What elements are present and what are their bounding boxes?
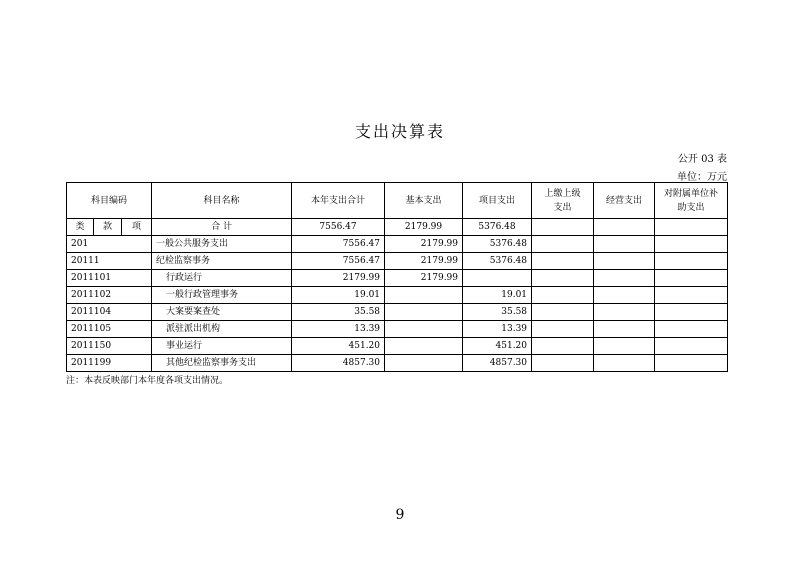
row-total: 13.39 (292, 321, 385, 338)
form-number: 公开 03 表 (677, 154, 727, 165)
header-name: 科目名称 (152, 183, 292, 219)
row-business (594, 236, 655, 253)
row-subsidy (655, 236, 728, 253)
total-label: 合 计 (152, 219, 292, 236)
row-code: 20111 (67, 253, 152, 270)
row-basic (385, 287, 463, 304)
row-code: 2011199 (67, 355, 152, 372)
total-basic: 2179.99 (385, 219, 463, 236)
subheader-kuan: 款 (94, 219, 122, 236)
row-upper (532, 338, 594, 355)
row-code: 2011104 (67, 304, 152, 321)
row-project: 5376.48 (463, 253, 532, 270)
header-project: 项目支出 (463, 183, 532, 219)
page-title: 支出决算表 (354, 122, 445, 141)
header-upper: 上缴上级支出 (532, 183, 594, 219)
row-total: 35.58 (292, 304, 385, 321)
row-code: 2011105 (67, 321, 152, 338)
table-header-row (67, 183, 728, 219)
header-basic: 基本支出 (385, 183, 463, 219)
row-total: 7556.47 (292, 236, 385, 253)
expenditure-table (66, 182, 728, 372)
row-business (594, 338, 655, 355)
row-basic: 2179.99 (385, 253, 463, 270)
row-name: 事业运行 (152, 338, 292, 355)
row-subsidy (655, 253, 728, 270)
total-upper (532, 219, 594, 236)
header-total: 本年支出合计 (292, 183, 385, 219)
row-subsidy (655, 321, 728, 338)
table-row (67, 270, 728, 287)
row-code: 2011102 (67, 287, 152, 304)
row-upper (532, 287, 594, 304)
row-total: 4857.30 (292, 355, 385, 372)
row-project (463, 270, 532, 287)
table-row (67, 304, 728, 321)
row-upper (532, 270, 594, 287)
row-project: 19.01 (463, 287, 532, 304)
total-total: 7556.47 (292, 219, 385, 236)
row-total: 7556.47 (292, 253, 385, 270)
total-subsidy (655, 219, 728, 236)
subheader-lei: 类 (67, 219, 94, 236)
subheader-xiang: 项 (122, 219, 152, 236)
row-project: 13.39 (463, 321, 532, 338)
row-name: 派驻派出机构 (152, 321, 292, 338)
row-name: 行政运行 (152, 270, 292, 287)
total-business (594, 219, 655, 236)
row-upper (532, 321, 594, 338)
row-business (594, 321, 655, 338)
row-basic (385, 304, 463, 321)
row-basic: 2179.99 (385, 236, 463, 253)
row-subsidy (655, 338, 728, 355)
table-row (67, 287, 728, 304)
row-subsidy (655, 355, 728, 372)
row-subsidy (655, 270, 728, 287)
row-business (594, 270, 655, 287)
row-total: 19.01 (292, 287, 385, 304)
page-number: 9 (395, 507, 405, 523)
header-business: 经营支出 (594, 183, 655, 219)
table-row (67, 236, 728, 253)
subheader-row (67, 219, 728, 236)
row-basic (385, 321, 463, 338)
row-upper (532, 236, 594, 253)
row-name: 一般公共服务支出 (152, 236, 292, 253)
row-basic (385, 338, 463, 355)
unit-label: 单位：万元 (677, 172, 727, 183)
row-project: 5376.48 (463, 236, 532, 253)
table-row (67, 253, 728, 270)
header-subsidy: 对附属单位补助支出 (655, 183, 728, 219)
row-code: 2011101 (67, 270, 152, 287)
table-row (67, 355, 728, 372)
header-code: 科目编码 (67, 183, 152, 219)
row-total: 451.20 (292, 338, 385, 355)
row-upper (532, 253, 594, 270)
row-upper (532, 355, 594, 372)
table-row (67, 338, 728, 355)
row-business (594, 355, 655, 372)
row-name: 纪检监察事务 (152, 253, 292, 270)
row-project: 35.58 (463, 304, 532, 321)
row-business (594, 304, 655, 321)
row-name: 其他纪检监察事务支出 (152, 355, 292, 372)
total-project: 5376.48 (463, 219, 532, 236)
row-upper (532, 304, 594, 321)
row-project: 4857.30 (463, 355, 532, 372)
row-code: 2011150 (67, 338, 152, 355)
row-business (594, 253, 655, 270)
row-subsidy (655, 287, 728, 304)
row-business (594, 287, 655, 304)
row-basic: 2179.99 (385, 270, 463, 287)
table-note: 注：本表反映部门本年度各项支出情况。 (66, 376, 229, 386)
row-name: 一般行政管理事务 (152, 287, 292, 304)
row-subsidy (655, 304, 728, 321)
row-basic (385, 355, 463, 372)
table-row (67, 321, 728, 338)
row-total: 2179.99 (292, 270, 385, 287)
row-project: 451.20 (463, 338, 532, 355)
row-code: 201 (67, 236, 152, 253)
row-name: 大案要案查处 (152, 304, 292, 321)
